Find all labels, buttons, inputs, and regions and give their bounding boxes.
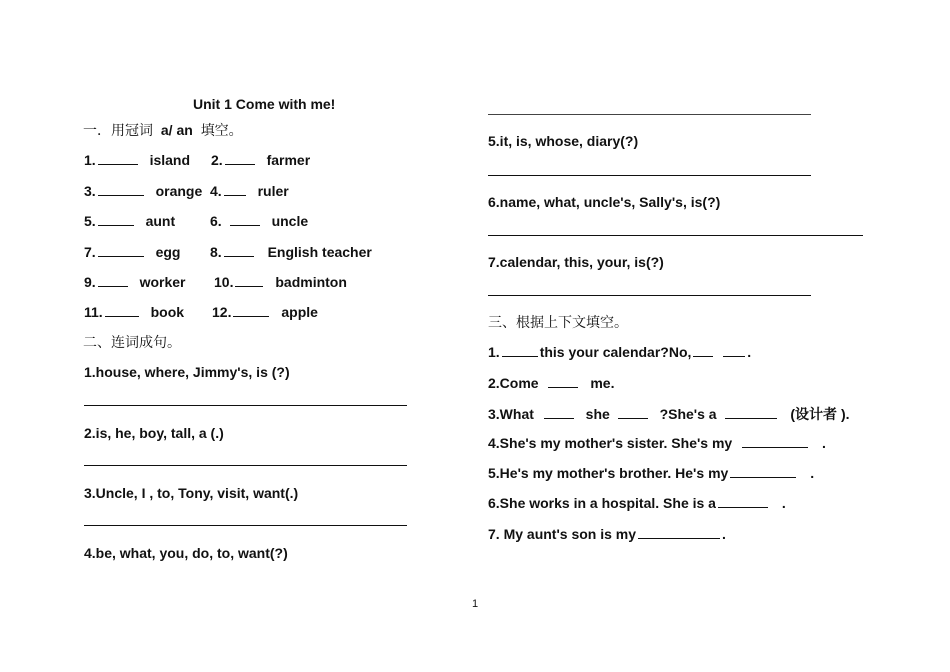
item-number: 4. <box>210 183 222 199</box>
answer-blank[interactable] <box>618 406 648 419</box>
fill-item-7 <box>84 244 180 260</box>
answer-blank[interactable] <box>98 274 128 287</box>
answer-line[interactable] <box>488 235 863 236</box>
item-text: . <box>781 495 786 511</box>
fill-item-3 <box>84 183 202 199</box>
item-text: . <box>810 465 815 481</box>
context-item-6 <box>488 495 786 511</box>
item-text: . <box>722 526 726 542</box>
item-text: ?She's a <box>659 406 717 422</box>
reorder-item-2: 2.is, he, boy, tall, a (.) <box>84 425 224 441</box>
reorder-item-5: 5.it, is, whose, diary(?) <box>488 133 639 149</box>
item-word: egg <box>155 244 181 260</box>
reorder-item-4: 4.be, what, you, do, to, want(?) <box>84 545 288 561</box>
item-text: 4.She's my mother's sister. She's my <box>488 435 733 451</box>
fill-item-8 <box>210 244 372 260</box>
answer-line[interactable] <box>84 525 407 526</box>
answer-blank[interactable] <box>233 304 269 317</box>
item-text: . <box>822 435 826 451</box>
item-number: 8. <box>210 244 222 260</box>
item-number: 1. <box>84 152 96 168</box>
reorder-item-6: 6.name, what, uncle's, Sally's, is(?) <box>488 194 721 210</box>
fill-item-5 <box>84 213 175 229</box>
item-word: island <box>149 152 191 168</box>
answer-blank[interactable] <box>693 344 713 357</box>
item-text: 6.She works in a hospital. She is a <box>488 495 716 511</box>
answer-blank[interactable] <box>718 495 768 508</box>
item-word: apple <box>281 304 318 320</box>
context-item-5 <box>488 465 814 481</box>
reorder-item-7: 7.calendar, this, your, is(?) <box>488 254 664 270</box>
answer-blank[interactable] <box>98 152 138 165</box>
reorder-item-1: 1.house, where, Jimmy's, is (?) <box>84 364 290 380</box>
answer-blank[interactable] <box>98 183 144 196</box>
answer-blank[interactable] <box>502 344 538 357</box>
item-word: worker <box>139 274 186 290</box>
fill-item-11 <box>84 304 184 320</box>
answer-line[interactable] <box>84 405 407 406</box>
answer-blank[interactable] <box>638 526 720 539</box>
context-item-1 <box>488 344 751 360</box>
item-number: 12. <box>212 304 232 320</box>
item-text: 3.What <box>488 406 534 422</box>
fill-item-1 <box>84 152 190 168</box>
item-text: . <box>845 406 850 422</box>
answer-blank[interactable] <box>224 183 246 196</box>
item-number: 9. <box>84 274 96 290</box>
item-text: 5.He's my mother's brother. He's my <box>488 465 729 481</box>
answer-blank[interactable] <box>725 406 777 419</box>
item-number: 2. <box>211 152 223 168</box>
item-text: me. <box>590 375 615 391</box>
item-word: ruler <box>257 183 289 199</box>
answer-line[interactable] <box>488 114 811 115</box>
page-title: Unit 1 Come with me! <box>193 96 336 112</box>
item-word: uncle <box>271 213 309 229</box>
fill-item-4 <box>210 183 289 199</box>
item-word: orange <box>155 183 203 199</box>
section1-heading <box>83 120 243 140</box>
item-text: 1. <box>488 344 500 360</box>
item-number: 7. <box>84 244 96 260</box>
context-item-2 <box>488 375 614 391</box>
item-number: 6. <box>210 213 222 229</box>
answer-blank[interactable] <box>730 465 796 478</box>
answer-blank[interactable] <box>98 244 144 257</box>
fill-item-12 <box>212 304 318 320</box>
page-number: 1 <box>472 598 479 610</box>
answer-blank[interactable] <box>105 304 139 317</box>
item-text: 7. My aunt's son is my <box>488 526 637 542</box>
item-word: aunt <box>145 213 176 229</box>
item-word: farmer <box>266 152 311 168</box>
item-number: 10. <box>214 274 234 290</box>
context-item-3 <box>488 404 850 424</box>
item-text: . <box>747 344 752 360</box>
context-item-7 <box>488 526 726 542</box>
answer-blank[interactable] <box>98 213 134 226</box>
section3-heading: 三、根据上下文填空。 <box>488 314 628 330</box>
item-word: badminton <box>275 274 347 290</box>
item-word: English teacher <box>267 244 372 260</box>
item-text: (设计者 ) <box>790 406 846 422</box>
answer-blank[interactable] <box>723 344 745 357</box>
reorder-item-3: 3.Uncle, I , to, Tony, visit, want(.) <box>84 485 299 501</box>
context-item-4 <box>488 435 826 451</box>
answer-line[interactable] <box>488 175 811 176</box>
answer-line[interactable] <box>84 465 407 466</box>
item-text: this your calendar?No, <box>539 344 692 360</box>
item-number: 11. <box>84 304 103 320</box>
fill-item-9 <box>84 274 186 290</box>
answer-blank[interactable] <box>235 274 263 287</box>
answer-blank[interactable] <box>225 152 255 165</box>
fill-item-10 <box>214 274 347 290</box>
answer-blank[interactable] <box>224 244 254 257</box>
item-text: 2.Come <box>488 375 539 391</box>
item-word: book <box>150 304 185 320</box>
section1-heading-prefix: 一．用冠词 <box>83 122 153 138</box>
section1-heading-bold: a/ an <box>160 122 193 138</box>
answer-blank[interactable] <box>548 375 578 388</box>
answer-blank[interactable] <box>544 406 574 419</box>
answer-line[interactable] <box>488 295 811 296</box>
section2-heading: 二、连词成句。 <box>83 334 181 350</box>
fill-item-6 <box>210 213 308 229</box>
fill-item-2 <box>211 152 310 168</box>
section1-heading-suffix: 填空。 <box>200 122 243 138</box>
answer-blank[interactable] <box>742 435 808 448</box>
item-number: 5. <box>84 213 96 229</box>
answer-blank[interactable] <box>230 213 260 226</box>
item-number: 3. <box>84 183 96 199</box>
item-text: she <box>585 406 610 422</box>
